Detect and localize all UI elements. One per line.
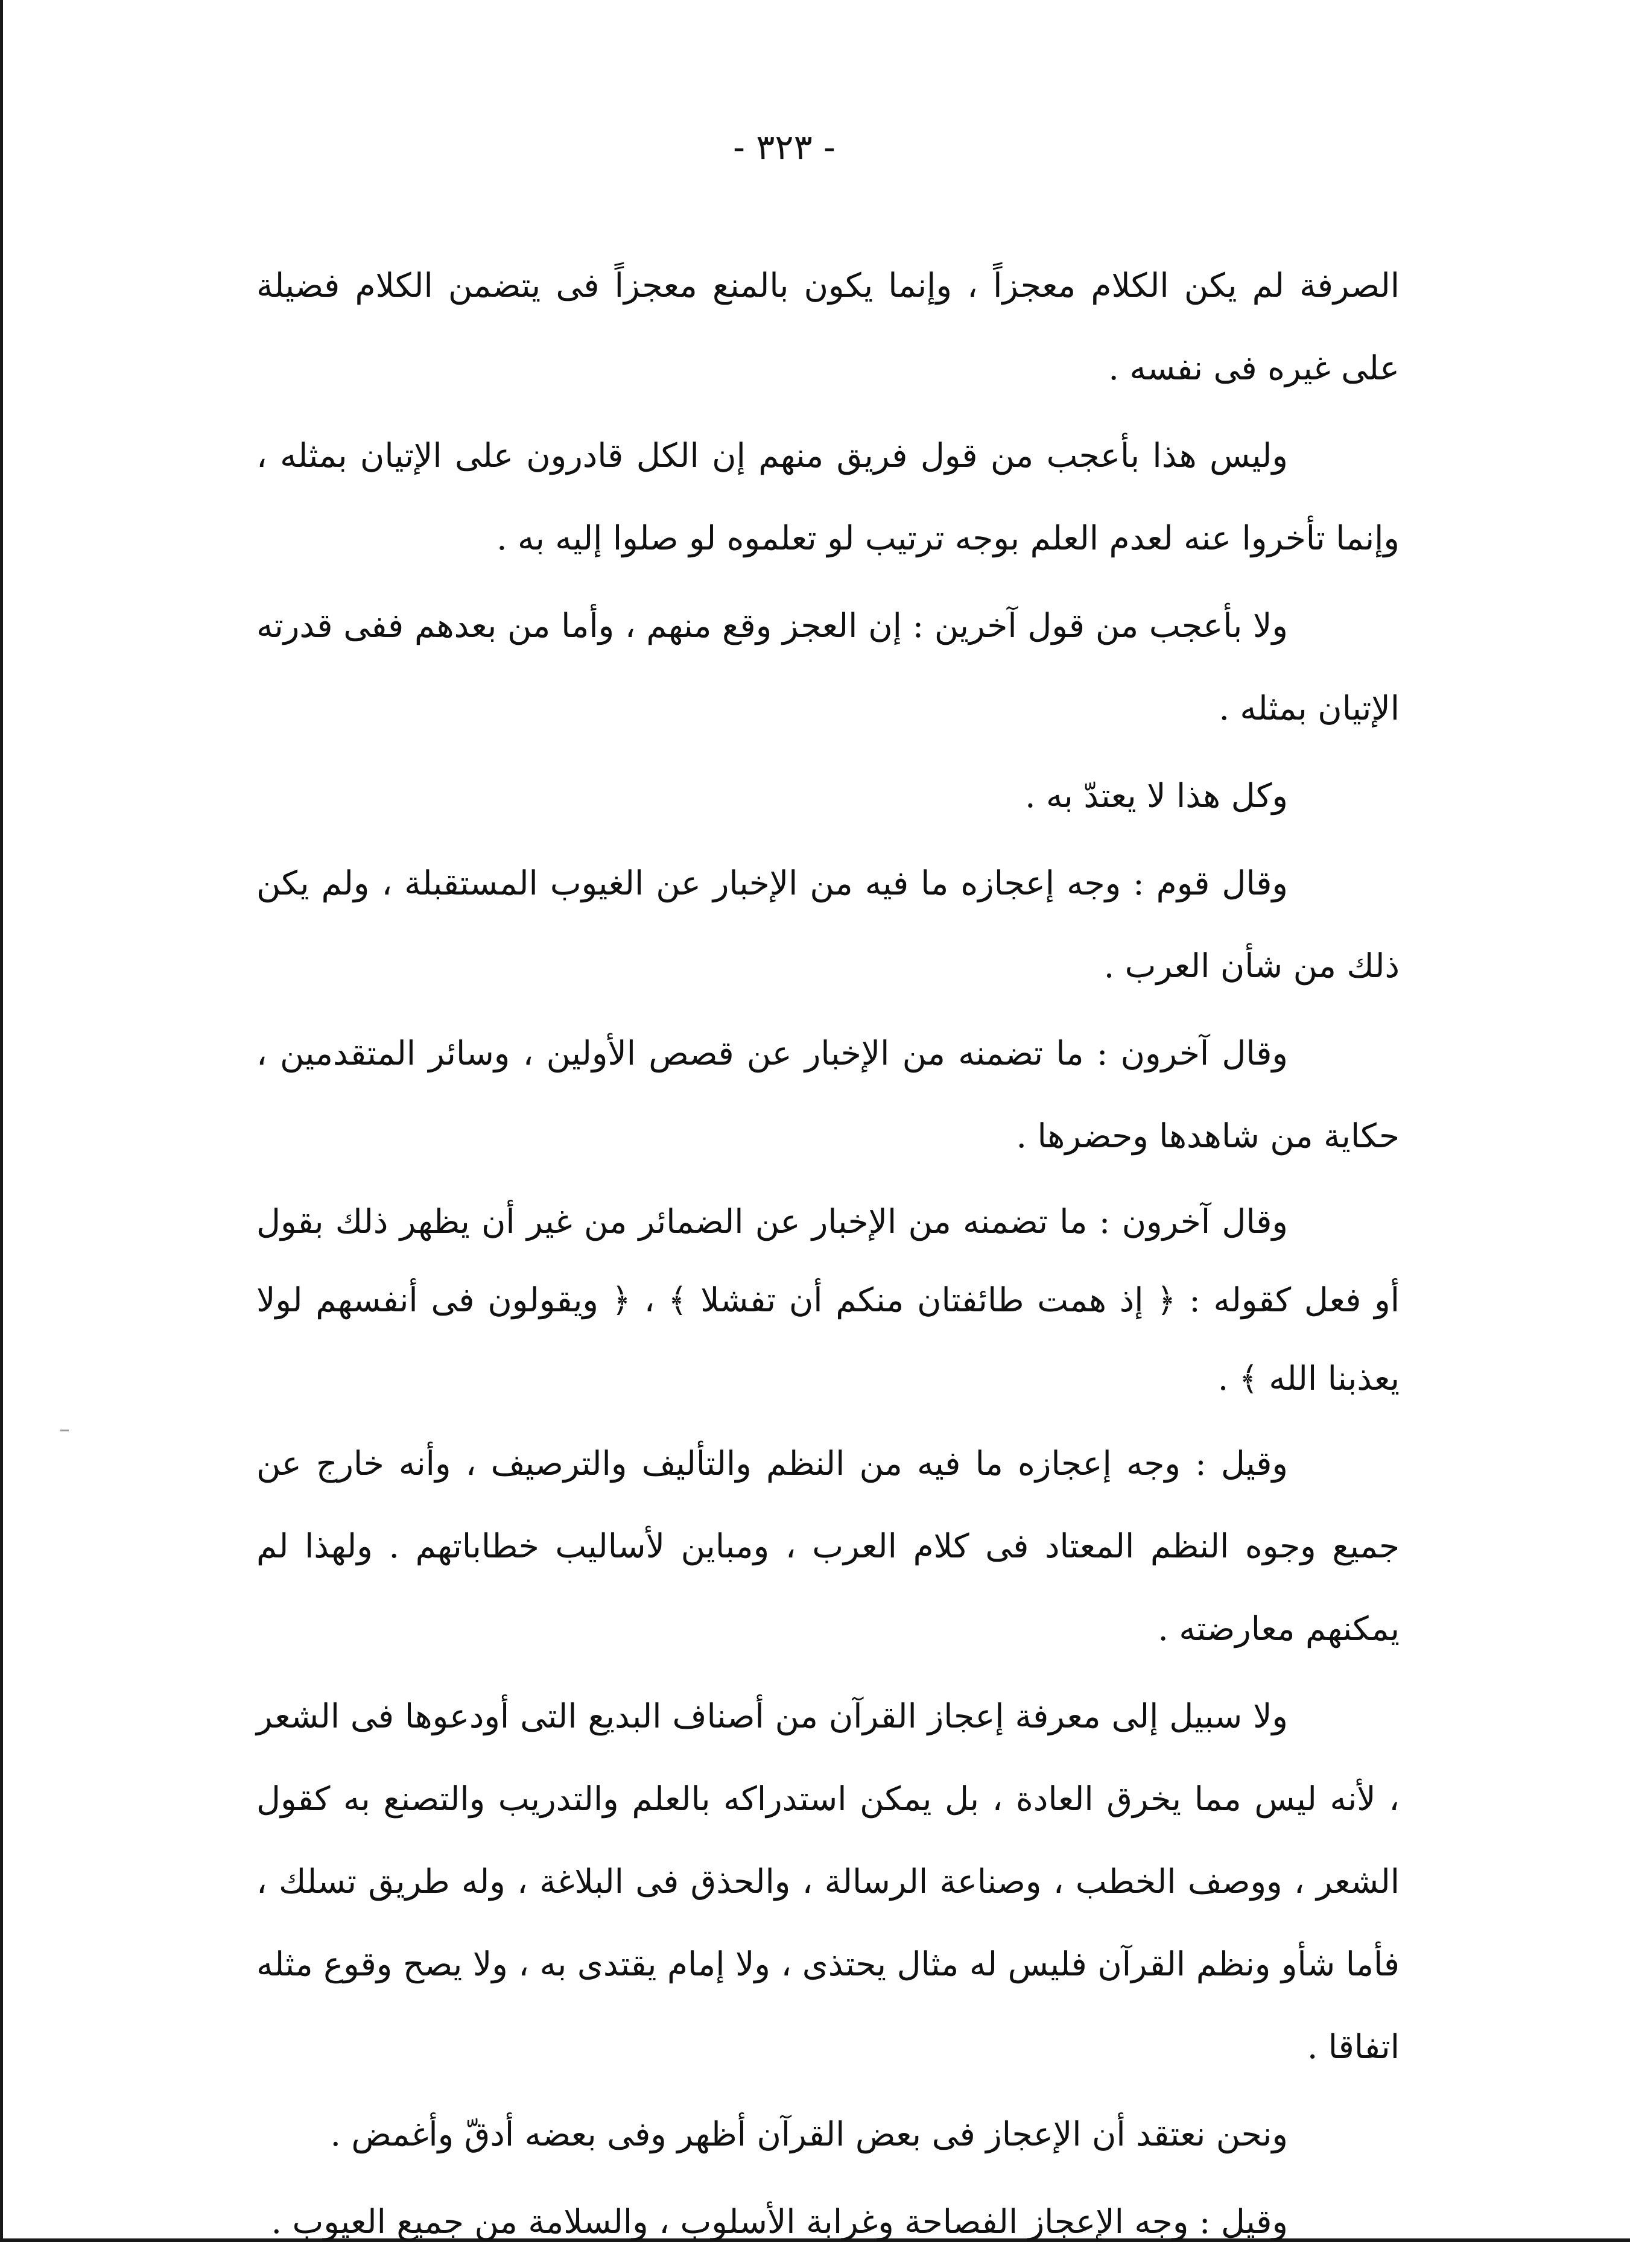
paragraph: الصرفة لم يكن الكلام معجزاً ، وإنما يكون بالمنع معجزاً فى يتضمن الكلام فضيلة على غيره فى نفسه . [256,266,1400,387]
paragraph: وقال آخرون : ما تضمنه من الإخبار عن الضمائر من غير أن يظهر ذلك بقول أو فعل كقوله : ﴿ إذ همت طائفتان منكم أن تفشلا ﴾ ، ﴿ ويقولون فى أنفسهم لولا يعذبنا الله ﴾ . [256,1202,1400,1398]
paragraph: وقيل : وجه الإعجاز الفصاحة وغرابة الأسلوب ، والسلامة من جميع العيوب . [271,2202,1288,2241]
page-number: - ٣٢٣ - [733,127,836,168]
paragraph: ونحن نعتقد أن الإعجاز فى بعض القرآن أظهر وفى بعضه أدقّ وأغمض . [330,2115,1288,2153]
paragraph: وقيل : وجه إعجازه ما فيه من النظم والتأليف والترصيف ، وأنه خارج عن جميع وجوه النظم المعتاد فى كلام العرب ، ومباين لأساليب خطاباتهم . ولهذا لم يمكنهم معارضته . [256,1444,1400,1648]
scan-border-left [0,0,3,2242]
scan-speck [60,1430,69,1431]
paragraph: ولا بأعجب من قول آخرين : إن العجز وقع منهم ، وأما من بعدهم ففى قدرته الإتيان بمثله . [256,606,1400,727]
paragraph: وقال قوم : وجه إعجازه ما فيه من الإخبار عن الغيوب المستقبلة ، ولم يكن ذلك من شأن العرب . [256,864,1400,985]
body-text [256,244,1400,2268]
paragraph: وقال آخرون : ما تضمنه من الإخبار عن قصص الأولين ، وسائر المتقدمين ، حكاية من شاهدها وحضرها . [256,1034,1400,1155]
paragraph: وكل هذا لا يعتدّ به . [1025,776,1288,815]
paragraph: وليس هذا بأعجب من قول فريق منهم إن الكل قادرون على الإتيان بمثله ، وإنما تأخروا عنه لعدم العلم بوجه ترتيب لو تعلموه لو صلوا إليه به . [256,436,1400,557]
paragraph: ولا سبيل إلى معرفة إعجاز القرآن من أصناف البديع التى أودعوها فى الشعر ، لأنه ليس مما يخرق العادة ، بل يمكن استدراكه بالعلم والتدريب والتصنع به كقول الشعر ، ووصف الخطب ، وصناعة الرسالة ، والحذق فى البلاغة ، وله طريق تسلك ، فأما شأو ونظم القرآن فليس له مثال يحتذى ، ولا إمام يقتدى به ، ولا يصح وقوع مثله اتفاقا . [256,1697,1400,2066]
